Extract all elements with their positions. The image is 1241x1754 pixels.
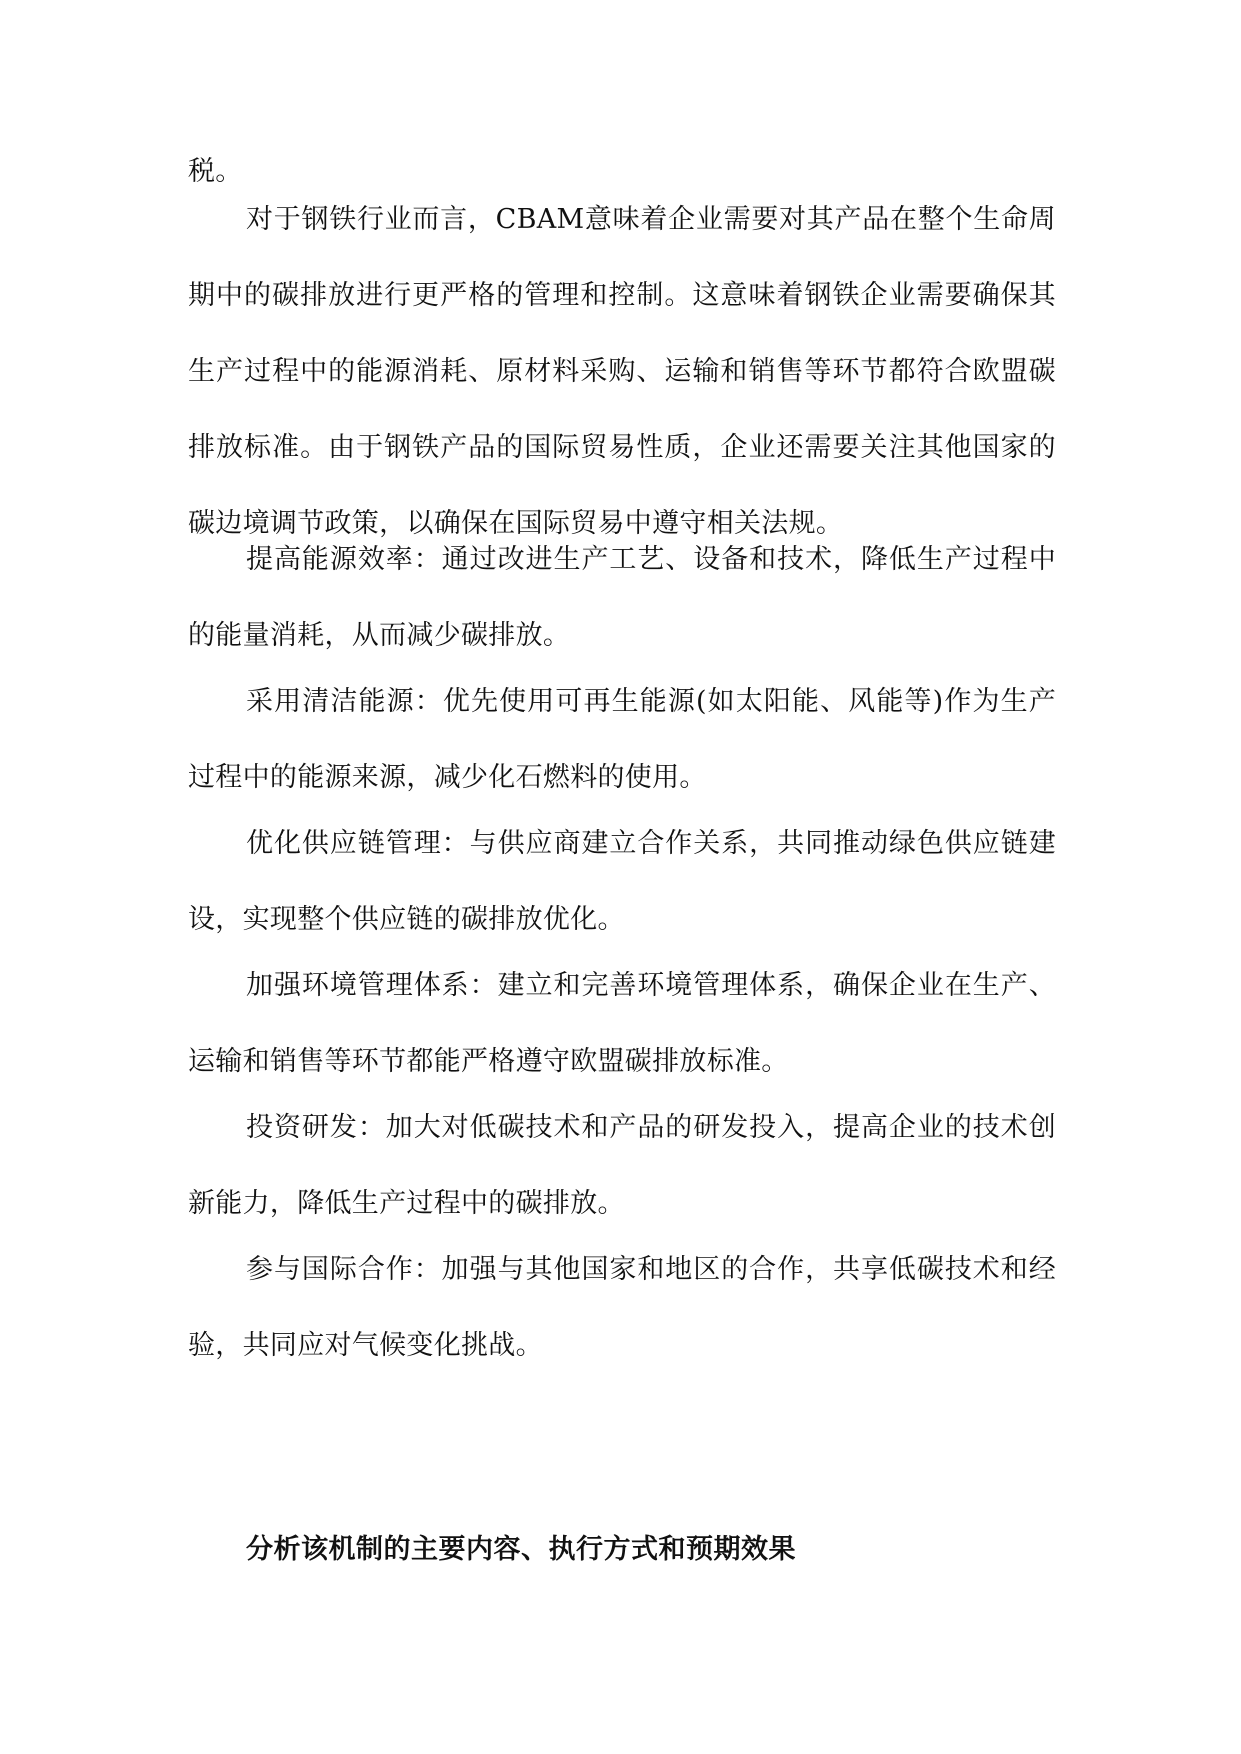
paragraph-international-cooperation: 参与国际合作：加强与其他国家和地区的合作，共享低碳技术和经验，共同应对气候变化挑战。 [188,1254,1056,1361]
paragraph-supply-chain: 优化供应链管理：与供应商建立合作关系，共同推动绿色供应链建设，实现整个供应链的碳排放优化。 [188,828,1056,935]
paragraph-cbam-steel: 对于钢铁行业而言，CBAM意味着企业需要对其产品在整个生命周期中的碳排放进行更严格的管理和控制。这意味着钢铁企业需要确保其生产过程中的能源消耗、原材料采购、运输和销售等环节都符合欧盟碳排放标准。由于钢铁产品的国际贸易性质，企业还需要关注其他国家的碳边境调节政策，以确保在国际贸易中遵守相关法规。 [188,204,1056,539]
section-heading: 分析该机制的主要内容、执行方式和预期效果 [246,1534,796,1565]
paragraph-clean-energy: 采用清洁能源：优先使用可再生能源(如太阳能、风能等)作为生产过程中的能源来源，减少化石燃料的使用。 [188,686,1056,793]
paragraph-energy-efficiency: 提高能源效率：通过改进生产工艺、设备和技术，降低生产过程中的能量消耗，从而减少碳排放。 [188,544,1056,651]
paragraph-environment-management: 加强环境管理体系：建立和完善环境管理体系，确保企业在生产、运输和销售等环节都能严格遵守欧盟碳排放标准。 [188,970,1056,1077]
paragraph-rd-investment: 投资研发：加大对低碳技术和产品的研发投入，提高企业的技术创新能力，降低生产过程中的碳排放。 [188,1112,1056,1219]
paragraph-continuation: 税。 [188,156,243,187]
